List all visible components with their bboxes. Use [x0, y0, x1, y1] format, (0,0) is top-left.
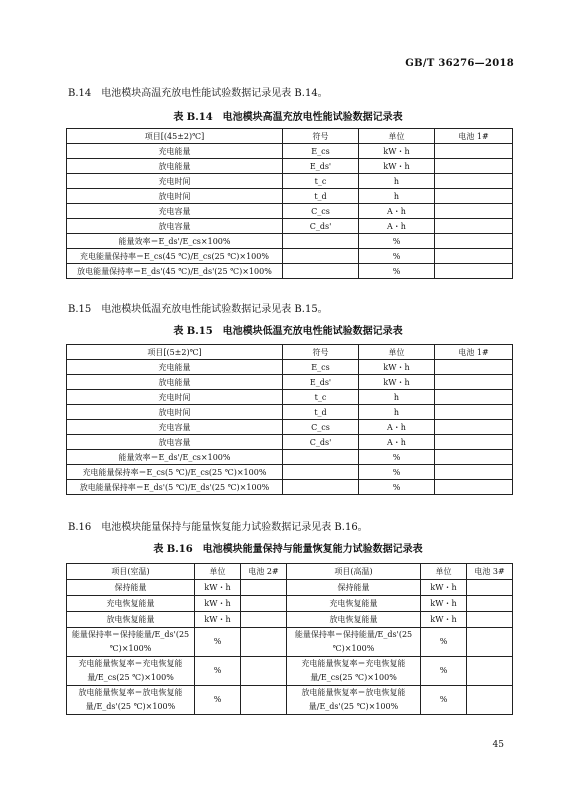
standard-number: GB/T 36276—2018: [405, 58, 514, 69]
table-b15-caption: 表 B.15 电池模块低温充放电性能试验数据记录表: [173, 326, 403, 337]
table-header-row: [67, 345, 513, 360]
table-cell: [241, 657, 287, 686]
column-header: 项目[(5±2)℃]: [67, 345, 283, 360]
table-cell: 充电能量恢复率＝充电恢复能量/E_cs(25 ℃)×100%: [67, 657, 195, 686]
table-cell: E_ds': [283, 159, 359, 174]
table-cell: 充电恢复能量: [67, 596, 195, 612]
column-header: 电池 3#: [467, 564, 513, 580]
table-b16-caption: 表 B.16 电池模块能量保持与能量恢复能力试验数据记录表: [153, 544, 423, 555]
table-cell: 充电能量: [67, 360, 283, 375]
table-cell: 放电恢复能量: [67, 612, 195, 628]
table-cell: 放电能量保持率＝E_ds'(5 ℃)/E_ds'(25 ℃)×100%: [67, 480, 283, 495]
table-cell: [283, 249, 359, 264]
table-cell: 放电恢复能量: [287, 612, 421, 628]
table-cell: [241, 580, 287, 596]
table-cell: %: [195, 686, 241, 715]
table-cell: [435, 390, 513, 405]
table-cell: %: [359, 450, 435, 465]
table-cell: h: [359, 189, 435, 204]
table-cell: 放电能量: [67, 159, 283, 174]
table-cell: A・h: [359, 435, 435, 450]
page-number: 45: [492, 740, 504, 750]
table-b14: [66, 128, 513, 279]
table-cell: [241, 612, 287, 628]
table-cell: kW・h: [359, 360, 435, 375]
table-row: [67, 450, 513, 465]
table-cell: %: [359, 249, 435, 264]
table-cell: %: [195, 657, 241, 686]
table-cell: kW・h: [421, 580, 467, 596]
table-cell: 放电能量: [67, 375, 283, 390]
table-row: [67, 174, 513, 189]
table-row: [67, 249, 513, 264]
table-cell: kW・h: [421, 596, 467, 612]
table-cell: [435, 189, 513, 204]
column-header: 项目(室温): [67, 564, 195, 580]
table-row: [67, 686, 513, 715]
table-cell: [435, 264, 513, 279]
table-cell: 放电时间: [67, 405, 283, 420]
table-row: [67, 628, 513, 657]
table-cell: 放电能量恢复率＝放电恢复能量/E_ds'(25 ℃)×100%: [67, 686, 195, 715]
table-cell: [467, 580, 513, 596]
table-cell: t_c: [283, 390, 359, 405]
table-cell: [283, 465, 359, 480]
table-cell: E_ds': [283, 375, 359, 390]
column-header: 电池 2#: [241, 564, 287, 580]
section-b14-intro: B.14 电池模块高温充放电性能试验数据记录见表 B.14。: [68, 88, 328, 99]
column-header: 电池 1#: [435, 345, 513, 360]
column-header: 符号: [283, 345, 359, 360]
table-cell: h: [359, 174, 435, 189]
section-b15-intro: B.15 电池模块低温充放电性能试验数据记录见表 B.15。: [68, 304, 328, 315]
table-cell: h: [359, 390, 435, 405]
table-cell: E_cs: [283, 360, 359, 375]
table-cell: t_d: [283, 189, 359, 204]
table-cell: 能量保持率＝保持能量/E_ds'(25 ℃)×100%: [67, 628, 195, 657]
table-cell: 保持能量: [287, 580, 421, 596]
table-cell: 能量保持率＝保持能量/E_ds'(25 ℃)×100%: [287, 628, 421, 657]
table-cell: [435, 174, 513, 189]
table-cell: [283, 450, 359, 465]
table-cell: [467, 612, 513, 628]
table-cell: A・h: [359, 420, 435, 435]
table-row: [67, 234, 513, 249]
table-row: [67, 204, 513, 219]
table-cell: %: [359, 264, 435, 279]
table-row: [67, 580, 513, 596]
table-cell: 充电能量: [67, 144, 283, 159]
table-cell: kW・h: [195, 580, 241, 596]
table-cell: 放电容量: [67, 219, 283, 234]
table-cell: [467, 596, 513, 612]
table-cell: 能量效率＝E_ds'/E_cs×100%: [67, 450, 283, 465]
table-cell: %: [421, 657, 467, 686]
table-cell: t_c: [283, 174, 359, 189]
table-cell: 充电恢复能量: [287, 596, 421, 612]
table-cell: [435, 204, 513, 219]
table-row: [67, 596, 513, 612]
table-cell: h: [359, 405, 435, 420]
table-cell: C_cs: [283, 420, 359, 435]
table-b15: [66, 344, 513, 495]
table-cell: [435, 405, 513, 420]
table-row: [67, 420, 513, 435]
table-cell: %: [359, 480, 435, 495]
table-header-row: [67, 129, 513, 144]
table-cell: [435, 435, 513, 450]
table-header-row: [67, 564, 513, 580]
column-header: 符号: [283, 129, 359, 144]
table-cell: 放电能量保持率＝E_ds'(45 ℃)/E_ds'(25 ℃)×100%: [67, 264, 283, 279]
column-header: 单位: [359, 129, 435, 144]
table-cell: [435, 144, 513, 159]
table-cell: 充电容量: [67, 420, 283, 435]
table-cell: kW・h: [359, 375, 435, 390]
column-header: 项目(高温): [287, 564, 421, 580]
table-row: [67, 480, 513, 495]
table-cell: kW・h: [421, 612, 467, 628]
table-cell: 能量效率＝E_ds'/E_cs×100%: [67, 234, 283, 249]
table-cell: 保持能量: [67, 580, 195, 596]
table-b14-caption: 表 B.14 电池模块高温充放电性能试验数据记录表: [173, 112, 403, 123]
section-b16-intro: B.16 电池模块能量保持与能量恢复能力试验数据记录见表 B.16。: [68, 522, 368, 533]
column-header: 单位: [359, 345, 435, 360]
table-cell: [467, 657, 513, 686]
table-cell: 充电时间: [67, 174, 283, 189]
table-cell: [467, 686, 513, 715]
table-cell: kW・h: [359, 159, 435, 174]
table-row: [67, 435, 513, 450]
column-header: 单位: [421, 564, 467, 580]
table-cell: [435, 360, 513, 375]
table-row: [67, 264, 513, 279]
table-cell: %: [359, 234, 435, 249]
table-cell: C_cs: [283, 204, 359, 219]
table-cell: [241, 628, 287, 657]
table-cell: 充电能量恢复率＝充电恢复能量/E_cs(25 ℃)×100%: [287, 657, 421, 686]
table-row: [67, 144, 513, 159]
table-row: [67, 612, 513, 628]
table-cell: %: [359, 465, 435, 480]
column-header: 单位: [195, 564, 241, 580]
table-cell: E_cs: [283, 144, 359, 159]
table-row: [67, 219, 513, 234]
table-row: [67, 159, 513, 174]
table-cell: [283, 480, 359, 495]
table-row: [67, 465, 513, 480]
table-row: [67, 375, 513, 390]
table-cell: [435, 219, 513, 234]
table-cell: A・h: [359, 219, 435, 234]
table-cell: [241, 686, 287, 715]
table-cell: [467, 628, 513, 657]
table-cell: A・h: [359, 204, 435, 219]
table-cell: %: [421, 686, 467, 715]
table-row: [67, 405, 513, 420]
table-cell: t_d: [283, 405, 359, 420]
table-cell: kW・h: [195, 612, 241, 628]
table-cell: 放电容量: [67, 435, 283, 450]
table-cell: [241, 596, 287, 612]
table-cell: %: [195, 628, 241, 657]
table-cell: [435, 450, 513, 465]
table-cell: [435, 159, 513, 174]
table-row: [67, 390, 513, 405]
table-cell: 放电时间: [67, 189, 283, 204]
table-row: [67, 189, 513, 204]
table-cell: [435, 465, 513, 480]
table-cell: %: [421, 628, 467, 657]
column-header: 项目[(45±2)℃]: [67, 129, 283, 144]
table-cell: [435, 420, 513, 435]
table-cell: 充电时间: [67, 390, 283, 405]
table-cell: kW・h: [359, 144, 435, 159]
table-cell: 充电容量: [67, 204, 283, 219]
column-header: 电池 1#: [435, 129, 513, 144]
table-row: [67, 657, 513, 686]
table-cell: [283, 264, 359, 279]
table-cell: 充电能量保持率＝E_cs(45 ℃)/E_cs(25 ℃)×100%: [67, 249, 283, 264]
table-cell: 放电能量恢复率＝放电恢复能量/E_ds'(25 ℃)×100%: [287, 686, 421, 715]
table-cell: [435, 480, 513, 495]
table-cell: C_ds': [283, 435, 359, 450]
table-cell: 充电能量保持率＝E_cs(5 ℃)/E_cs(25 ℃)×100%: [67, 465, 283, 480]
table-cell: kW・h: [195, 596, 241, 612]
table-cell: [435, 249, 513, 264]
table-cell: [283, 234, 359, 249]
table-cell: [435, 375, 513, 390]
table-cell: [435, 234, 513, 249]
table-cell: C_ds': [283, 219, 359, 234]
table-b16: [66, 563, 513, 715]
table-row: [67, 360, 513, 375]
